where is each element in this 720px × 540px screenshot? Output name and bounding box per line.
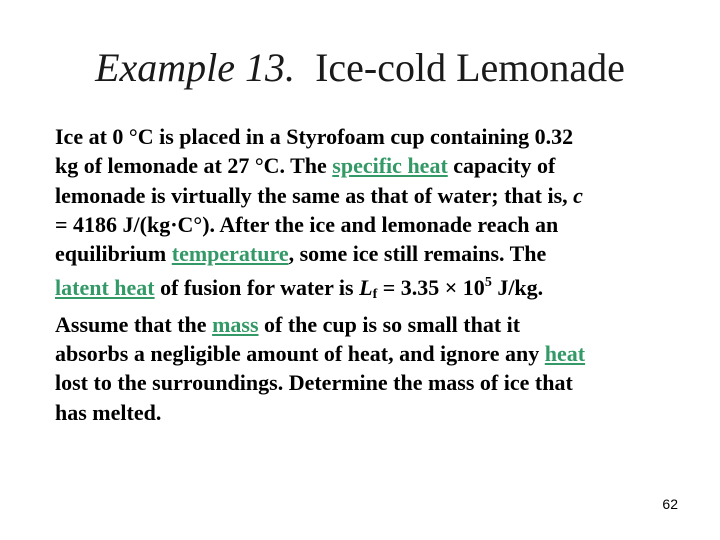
problem-line [55, 210, 695, 239]
variable-c: c [573, 182, 583, 208]
text-segment: absorbs a negligible amount of heat, and ignore any [55, 341, 545, 367]
mass-link[interactable]: mass [212, 311, 259, 337]
title-main: Ice-cold Lemonade [315, 45, 625, 90]
text-segment: Assume that the [55, 311, 213, 337]
exponent: 5 [484, 275, 492, 291]
specific-heat-link[interactable]: specific heat [332, 153, 448, 179]
text-segment: of fusion for water is [154, 275, 360, 301]
page-number: 62 [662, 496, 678, 512]
heat-link[interactable]: heat [544, 341, 586, 367]
text-segment: capacity of [447, 153, 556, 179]
text-segment: Ice at 0 °C is placed in a Styrofoam cup containing 0.32 [55, 124, 574, 149]
problem-line [55, 239, 695, 268]
title-prefix: Example 13. [95, 45, 296, 90]
problem-line [55, 310, 695, 339]
slide-title [0, 38, 720, 98]
problem-line [55, 181, 695, 210]
problem-line [55, 368, 695, 397]
problem-statement [55, 122, 695, 427]
problem-line [55, 268, 695, 309]
text-segment: equilibrium [55, 241, 172, 267]
text-segment: = 3.35 × 10 [377, 275, 485, 301]
subscript-f: f [372, 287, 378, 303]
problem-line [55, 339, 695, 368]
latent-heat-link[interactable]: latent heat [55, 275, 155, 301]
problem-line [55, 122, 695, 151]
text-segment: , some ice still remains. The [288, 241, 547, 267]
text-segment: lost to the surroundings. Determine the mass of ice that [55, 370, 573, 396]
text-segment: of the cup is so small that it [258, 311, 521, 337]
text-segment: has melted. [55, 399, 162, 425]
text-segment: lemonade is virtually the same as that of water; that is, [55, 182, 574, 208]
variable-l: L [359, 275, 373, 301]
text-segment: J/kg. [491, 275, 544, 301]
problem-line [55, 398, 695, 427]
problem-line [55, 151, 695, 180]
temperature-link[interactable]: temperature [171, 241, 289, 267]
text-segment: kg of lemonade at 27 °C. The [55, 153, 333, 179]
text-segment: = 4186 J/(kg·C°). After the ice and lemonade reach an [55, 211, 559, 237]
